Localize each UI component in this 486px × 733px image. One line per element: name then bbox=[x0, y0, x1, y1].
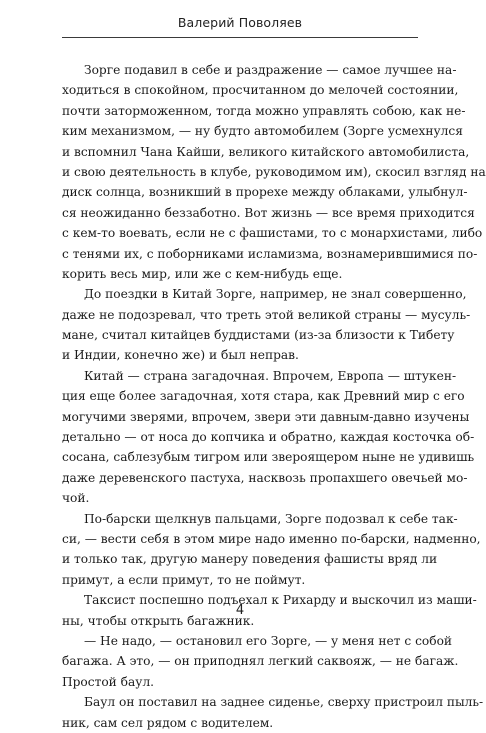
text-line: ник, сам сел рядом с водителем. bbox=[62, 715, 274, 730]
paragraph bbox=[62, 692, 484, 733]
text-line: си, — вести себя в этом мире надо именно по-барски, надменно, bbox=[62, 531, 481, 546]
text-line: чой. bbox=[62, 491, 90, 506]
text-line: детально — от носа до копчика и обратно, каждая косточка об- bbox=[62, 430, 475, 445]
text-line: ся неожиданно беззаботно. Вот жизнь — все время приходится bbox=[62, 205, 475, 220]
text-line: Таксист поспешно подъехал к Рихарду и выскочил из маши- bbox=[84, 593, 477, 608]
text-line: ким механизмом, — ну будто автомобилем (Зорге усмехнулся bbox=[62, 124, 463, 139]
text-line: багажа. А это, — он приподнял легкий саквояж, — не багаж. bbox=[62, 654, 459, 669]
text-line: Простой баул. bbox=[62, 674, 155, 689]
text-line: могучими зверями, впрочем, звери эти давным-давно изучены bbox=[62, 409, 470, 424]
paragraph bbox=[62, 284, 471, 366]
text-line: Баул он поставил на заднее сиденье, сверху пристроил пыль- bbox=[84, 695, 484, 710]
text-line: и Индии, конечно же) и был неправ. bbox=[62, 348, 299, 363]
text-line: с кем-то воевать, если не с фашистами, то с монархистами, либо bbox=[62, 226, 483, 241]
text-line: — Не надо, — остановил его Зорге, — у меня нет с собой bbox=[84, 633, 453, 648]
text-line: До поездки в Китай Зорге, например, не знал совершенно, bbox=[84, 287, 467, 302]
text-line: Китай — страна загадочная. Впрочем, Европа — штукен- bbox=[84, 368, 457, 383]
running-header-author: Валерий Поволяев bbox=[177, 15, 303, 30]
page-number: 4 bbox=[235, 603, 245, 618]
text-line: даже не подозревал, что треть этой великой страны — мусуль- bbox=[62, 307, 471, 322]
text-line: корить весь мир, или же с кем-нибудь еще. bbox=[62, 266, 343, 281]
text-line: и свою деятельность в клубе, руководимом им), скосил взгляд на bbox=[62, 164, 486, 179]
text-line: почти заторможенном, тогда можно управлять собою, как не- bbox=[62, 103, 466, 118]
text-line: с тенями их, с поборниками исламизма, вознамерившимися по- bbox=[62, 246, 478, 261]
paragraph bbox=[62, 509, 481, 591]
text-line: примут, а если примут, то не поймут. bbox=[62, 572, 306, 587]
text-line: и вспомнил Чана Кайши, великого китайского автомобилиста, bbox=[62, 144, 470, 159]
header-rule bbox=[62, 37, 418, 38]
text-line: сосана, саблезубым тигром или звероящером ныне не удивишь bbox=[62, 450, 475, 465]
paragraph bbox=[62, 366, 475, 509]
text-line: По-барски щелкнув пальцами, Зорге подозвал к себе так- bbox=[84, 511, 458, 526]
text-line: даже деревенского пастуха, насквозь пропахшего овечьей мо- bbox=[62, 470, 468, 485]
paragraph bbox=[62, 60, 486, 284]
text-line: и только так, другую манеру поведения фашисты вряд ли bbox=[62, 552, 438, 567]
text-line: диск солнца, возникший в прорехе между облаками, улыбнул- bbox=[62, 185, 468, 200]
body-text bbox=[62, 60, 486, 733]
text-line: Зорге подавил в себе и раздражение — самое лучшее на- bbox=[84, 63, 457, 77]
text-line: мане, считал китайцев буддистами (из-за близости к Тибету bbox=[62, 328, 455, 343]
text-line: ны, чтобы открыть багажник. bbox=[62, 613, 255, 628]
text-line: ция еще более загадочная, хотя стара, как Древний мир с его bbox=[62, 389, 465, 404]
paragraph bbox=[62, 631, 459, 692]
text-line: ходиться в спокойном, просчитанном до мелочей состоянии, bbox=[62, 83, 459, 98]
